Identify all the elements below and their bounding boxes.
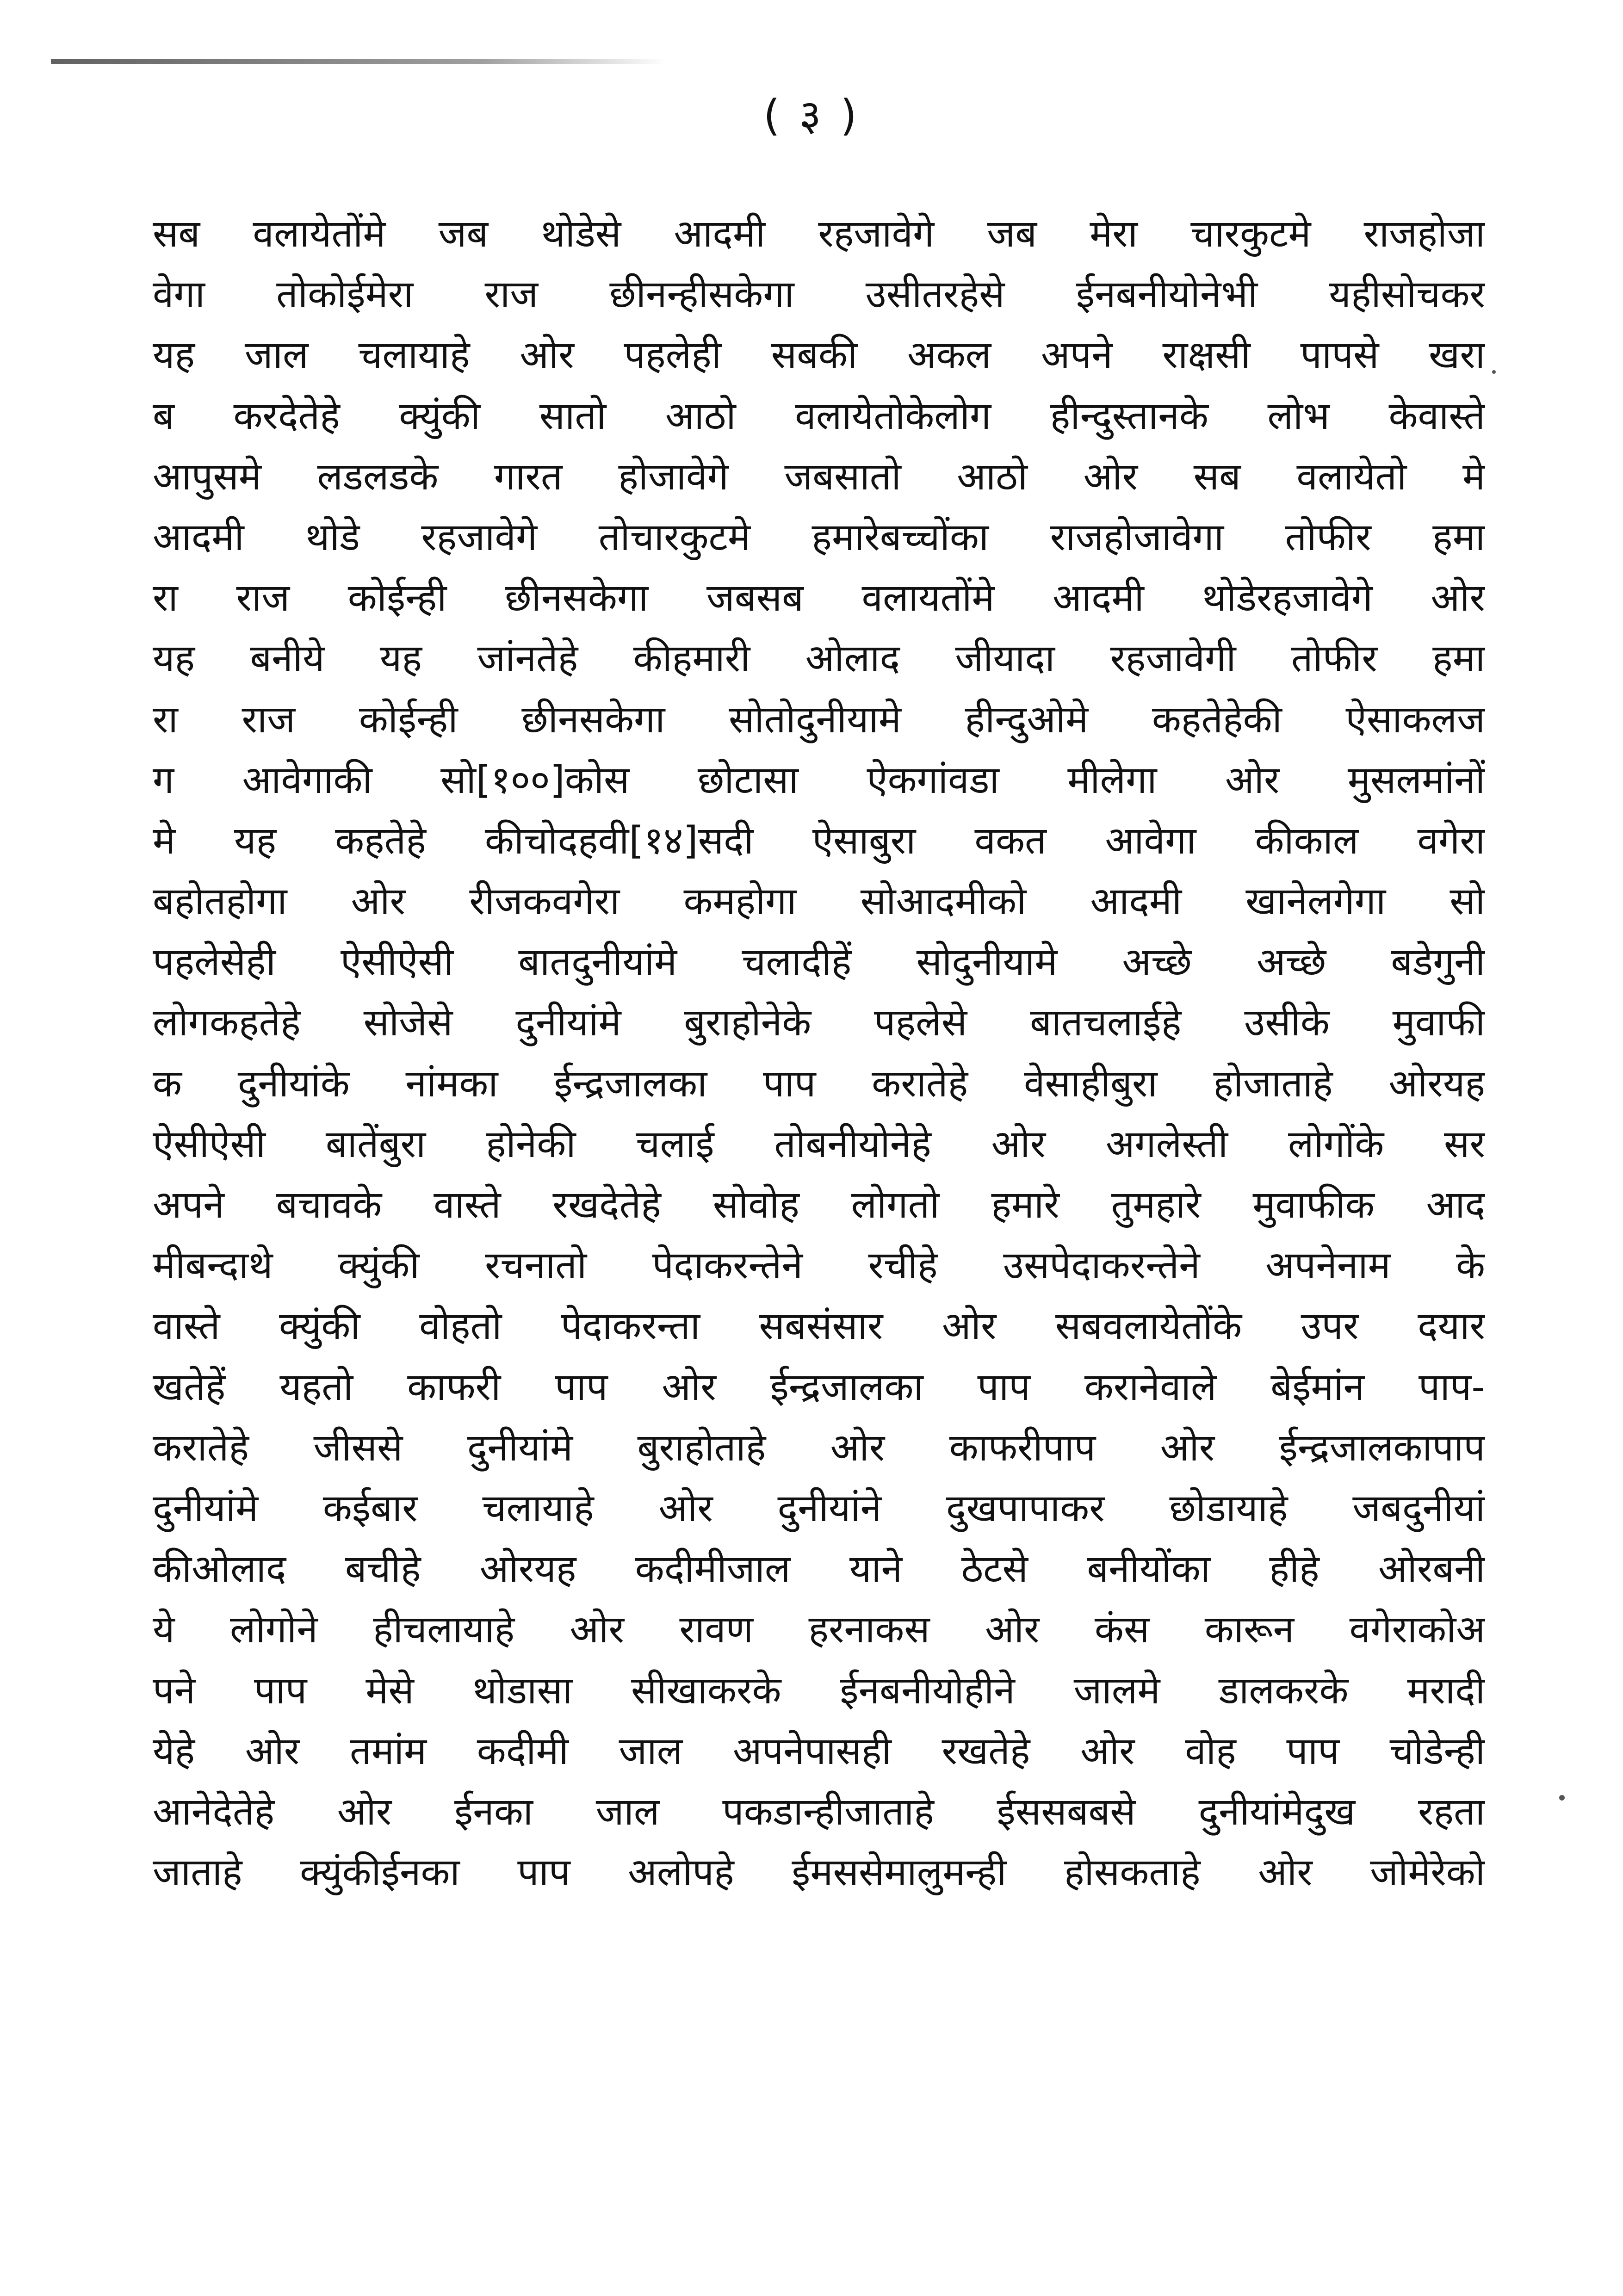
text-line: अपने बचावके वास्ते रखदेतेहे सोवोह लोगतो हमारे तुमहारे मुवाफीक आद <box>153 1183 1485 1227</box>
text-line: कीओलाद बचीहे ओरयह कदीमीजाल याने ठेटसे बनीयोंका हीहे ओरबनी <box>153 1547 1485 1591</box>
page-number: ( ३ ) <box>763 91 860 140</box>
text-line: ग आवेगाकी सो[१००]कोस छोटासा ऐकगांवडा मीलेगा ओर मुसलमांनों <box>153 758 1485 802</box>
text-line: मे यह कहतेहे कीचोदहवी[१४]सदी ऐसाबुरा वकत आवेगा कीकाल वगेरा <box>153 818 1485 863</box>
text-line: ऐसीऐसी बातेंबुरा होनेकी चलाई तोबनीयोनेहे ओर अगलेस्ती लोगोंके सर <box>153 1122 1485 1166</box>
text-line: क दुनीयांके नांमका ईन्द्रजालका पाप करातेहे वेसाहीबुरा होजाताहे ओरयह <box>153 1061 1485 1106</box>
text-line: दुनीयांमे कईबार चलायाहे ओर दुनीयांने दुखपापाकर छोडायाहे जबदुनीयां <box>153 1486 1485 1530</box>
scan-speck <box>1559 1795 1565 1801</box>
text-line: जाताहे क्युंकीईनका पाप अलोपहे ईमससेमालुमन्ही होसकताहे ओर जोमेरेको <box>153 1850 1485 1895</box>
text-line: पहलेसेही ऐसीऐसी बातदुनीयांमे चलादीहें सोदुनीयामे अच्छे अच्छे बडेगुनी <box>153 940 1485 984</box>
text-line: येहे ओर तमांम कदीमी जाल अपनेपासही रखतेहे ओर वोह पाप चोडेन्ही <box>153 1729 1485 1773</box>
text-line: आपुसमे लडलडके गारत होजावेगे जबसातो आठो ओर सब वलायेतो मे <box>153 454 1485 499</box>
body-text <box>153 204 1485 1903</box>
text-line: बहोतहोगा ओर रीजकवगेरा कमहोगा सोआदमीको आदमी खानेलगेगा सो <box>153 879 1485 924</box>
text-line: ब करदेतेहे क्युंकी सातो आठो वलायेतोकेलोग हीन्दुस्तानके लोभ केवास्ते <box>153 394 1485 438</box>
text-line: यह बनीये यह जांनतेहे कीहमारी ओलाद जीयादा रहजावेगी तोफीर हमा <box>153 637 1485 681</box>
text-line: करातेहे जीससे दुनीयांमे बुराहोताहे ओर काफरीपाप ओर ईन्द्रजालकापाप <box>153 1425 1485 1470</box>
text-line: सब वलायेतोंमे जब थोडेसे आदमी रहजावेगे जब मेरा चारकुटमे राजहोजा <box>153 212 1485 256</box>
text-line: खतेहें यहतो काफरी पाप ओर ईन्द्रजालका पाप करानेवाले बेईमांन पाप- <box>153 1365 1485 1409</box>
text-line: आनेदेतेहे ओर ईनका जाल पकडान्हीजाताहे ईससबबसे दुनीयांमेदुख रहता <box>153 1789 1485 1834</box>
text-line: मीबन्दाथे क्युंकी रचनातो पेदाकरन्तेने रचीहे उसपेदाकरन्तेने अपनेनाम के <box>153 1244 1485 1288</box>
text-line: रा राज कोईन्ही छीनसकेगा जबसब वलायतोंमे आदमी थोडेरहजावेगे ओर <box>153 576 1485 620</box>
text-line: वेगा तोकोईमेरा राज छीनन्हीसकेगा उसीतरहेसे ईनबनीयोनेभी यहीसोचकर <box>153 272 1485 317</box>
text-line: पने पाप मेसे थोडासा सीखाकरके ईनबनीयोहीने जालमे डालकरके मरादी <box>153 1668 1485 1713</box>
text-line: आदमी थोडे रहजावेगे तोचारकुटमे हमारेबच्चोंका राजहोजावेगा तोफीर हमा <box>153 515 1485 559</box>
text-line: यह जाल चलायाहे ओर पहलेही सबकी अकल अपने राक्षसी पापसे खरा <box>153 333 1485 378</box>
text-line: लोगकहतेहे सोजेसे दुनीयांमे बुराहोनेके पहलेसे बातचलाईहे उसीके मुवाफी <box>153 1001 1485 1045</box>
scan-edge-shadow <box>51 59 666 64</box>
scan-speck <box>1492 370 1496 374</box>
text-line: ये लोगोने हीचलायाहे ओर रावण हरनाकस ओर कंस कारून वगेराकोअ <box>153 1608 1485 1652</box>
text-line: वास्ते क्युंकी वोहतो पेदाकरन्ता सबसंसार ओर सबवलायेतोंके उपर दयार <box>153 1304 1485 1349</box>
text-line: रा राज कोईन्ही छीनसकेगा सोतोदुनीयामे हीन्दुओमे कहतेहेकी ऐसाकलज <box>153 697 1485 742</box>
